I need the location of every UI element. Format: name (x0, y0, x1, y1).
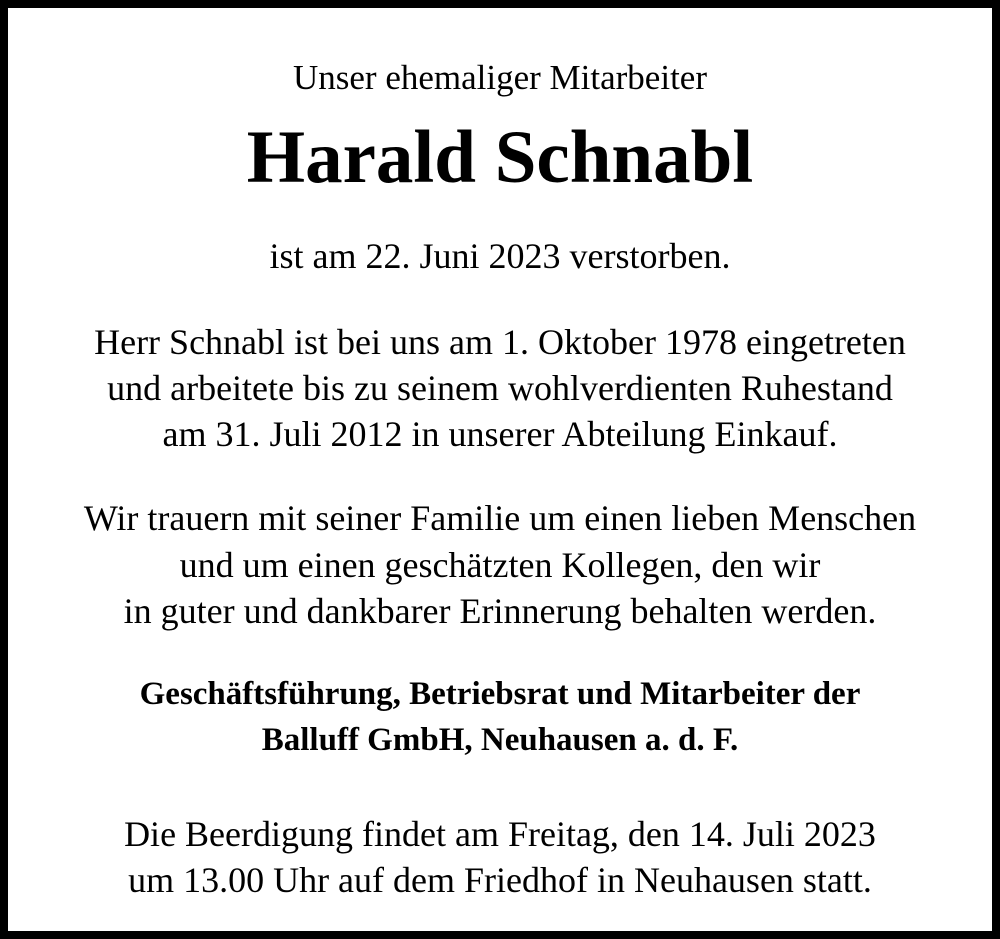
career-line: am 31. Juli 2012 in unserer Abteilung Einkauf. (162, 414, 838, 454)
signature-line: Geschäftsführung, Betriebsrat und Mitarbeiter der (139, 676, 861, 712)
death-date-line: ist am 22. Juni 2023 verstorben. (269, 236, 731, 276)
career-line: Herr Schnabl ist bei uns am 1. Oktober 1978 eingetreten (94, 322, 906, 362)
mourning-line: in guter und dankbarer Erinnerung behalten werden. (123, 591, 877, 631)
funeral-line: um 13.00 Uhr auf dem Friedhof in Neuhausen statt. (128, 860, 872, 900)
signature-line: Balluff GmbH, Neuhausen a. d. F. (261, 722, 739, 758)
mourning-line: und um einen geschätzten Kollegen, den wir (179, 545, 821, 585)
intro-line: Unser ehemaliger Mitarbeiter (293, 58, 707, 97)
funeral-line: Die Beerdigung findet am Freitag, den 14. Juli 2023 (124, 814, 876, 854)
mourning-line: Wir trauern mit seiner Familie um einen lieben Menschen (83, 498, 917, 538)
career-line: und arbeitete bis zu seinem wohlverdienten Ruhestand (107, 368, 893, 408)
deceased-name: Harald Schnabl (246, 116, 754, 199)
